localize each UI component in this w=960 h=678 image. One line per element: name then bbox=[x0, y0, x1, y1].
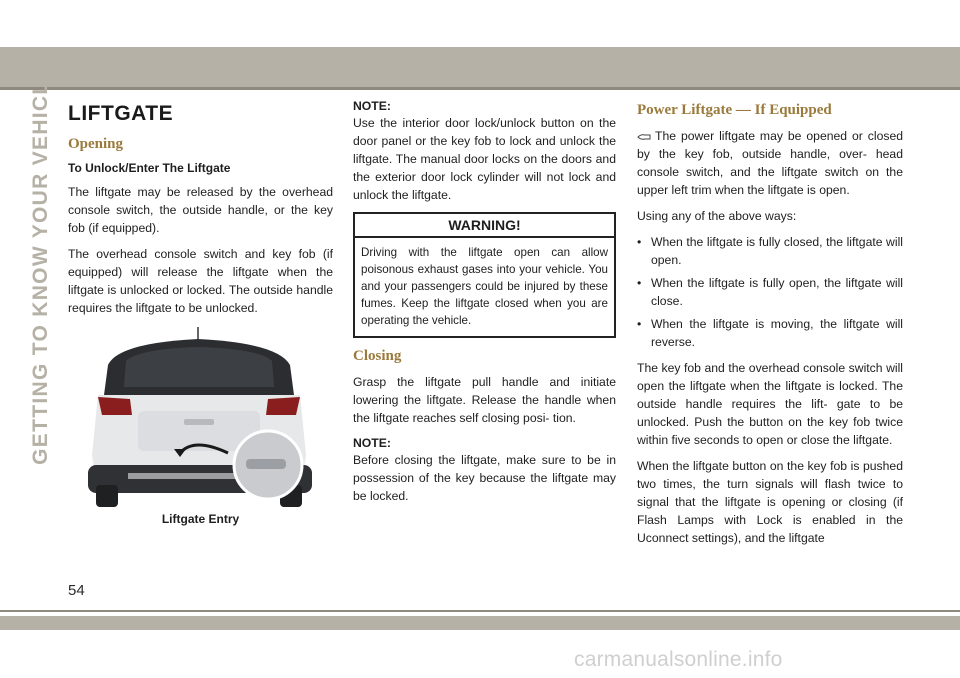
paragraph: The key fob and the overhead console switch will open the liftgate when the liftgate is locked. The outside handle requires the lift- gate to be unlocked. Push the button on the key fob twice within five seconds to open or close the liftgate. bbox=[637, 361, 903, 447]
side-section-title-text: GETTING TO KNOW YOUR VEHICLE bbox=[29, 65, 52, 465]
note-text: Use the interior door lock/unlock button on the door panel or the key fob to lock and unlock the liftgate. The manual door locks on the doors and the exterior door lock cylinder will not lock and unlock the liftgate. bbox=[353, 116, 616, 202]
note-label: NOTE: bbox=[353, 436, 391, 450]
subheading-power-liftgate: Power Liftgate — If Equipped bbox=[637, 102, 832, 118]
note-text: Before closing the liftgate, make sure to be in possession of the key because the liftgate may be locked. bbox=[353, 453, 616, 503]
column-2 bbox=[353, 98, 616, 513]
watermark: carmanualsonline.info bbox=[574, 648, 783, 671]
section-heading: LIFTGATE bbox=[68, 102, 174, 125]
paragraph: When the liftgate button on the key fob is pushed two times, the turn signals will flash twice to signal that the liftgate is opening or closing (if Flash Lamps with Lock is enabled in the Uconnect settings), and the liftgate bbox=[637, 459, 903, 545]
key-fob-icon bbox=[637, 133, 651, 141]
subsubheading-unlock: To Unlock/Enter The Liftgate bbox=[68, 161, 231, 175]
column-1 bbox=[68, 98, 333, 545]
column-3 bbox=[637, 98, 903, 555]
list-item: • When the liftgate is fully closed, the liftgate will open. bbox=[637, 235, 903, 267]
subheading-opening: Opening bbox=[68, 136, 124, 152]
footer-band bbox=[0, 616, 960, 630]
list-item: • When the liftgate is fully open, the liftgate will close. bbox=[637, 276, 903, 308]
header-rule bbox=[0, 87, 960, 90]
bullet-list bbox=[637, 233, 903, 351]
page-number: 54 bbox=[68, 582, 85, 599]
footer-rule bbox=[0, 610, 960, 612]
note-label: NOTE: bbox=[353, 99, 391, 113]
paragraph bbox=[637, 127, 903, 199]
paragraph-text: The power liftgate may be opened or closed by the key fob, outside handle, over- head console switch, and the liftgate switch on the upper left trim when the liftgate is open. bbox=[637, 129, 903, 197]
header-band bbox=[0, 47, 960, 87]
paragraph: The overhead console switch and key fob (if equipped) will release the liftgate when the liftgate is unlocked or locked. The outside handle requires the liftgate to be unlocked. bbox=[68, 247, 333, 315]
warning-text: Driving with the liftgate open can allow poisonous exhaust gases into your vehicle. You and your passengers could be injured by these fumes. Keep the liftgate closed when you are operating the vehicle. bbox=[361, 246, 608, 327]
subheading-closing: Closing bbox=[353, 348, 402, 364]
liftgate-figure bbox=[68, 325, 333, 545]
vehicle-rear-illustration bbox=[68, 325, 333, 510]
figure-caption: Liftgate Entry bbox=[161, 512, 240, 526]
warning-title: WARNING! bbox=[355, 214, 614, 238]
paragraph: The liftgate may be released by the overhead console switch, the outside handle, or the key fob (if equipped). bbox=[68, 185, 333, 235]
side-section-title bbox=[28, 65, 54, 465]
warning-box bbox=[353, 212, 616, 338]
list-item: • When the liftgate is moving, the liftgate will reverse. bbox=[637, 317, 903, 349]
paragraph: Using any of the above ways: bbox=[637, 209, 797, 223]
paragraph: Grasp the liftgate pull handle and initiate lowering the liftgate. Release the handle when the liftgate reaches self closing posi- tion. bbox=[353, 375, 616, 425]
